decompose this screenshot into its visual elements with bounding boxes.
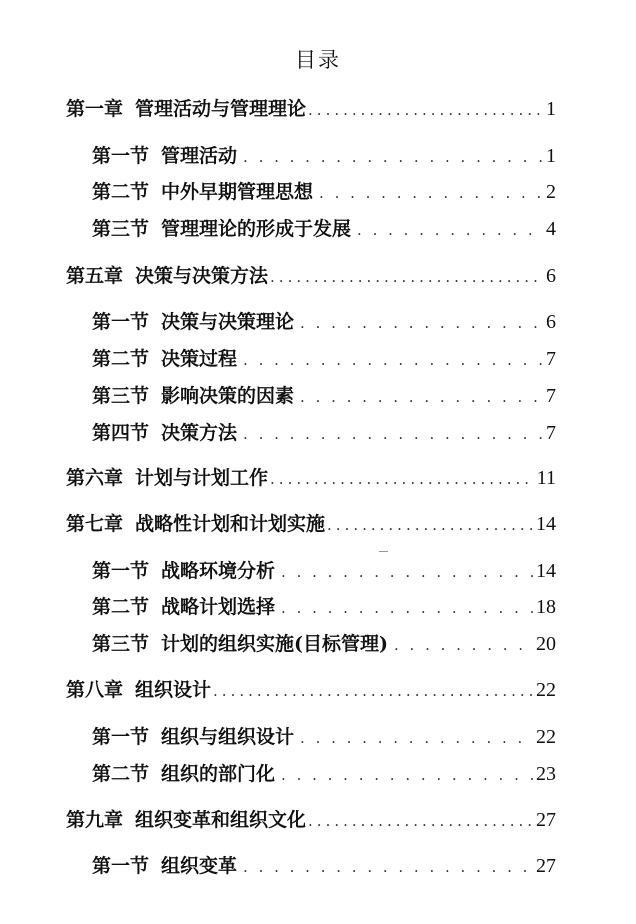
page-number: 6 [546, 265, 556, 287]
leader-dots [270, 264, 543, 290]
toc-entry-chapter[interactable] [66, 511, 556, 537]
leader-dots [300, 310, 543, 336]
toc-entry-section[interactable] [92, 761, 556, 787]
entry-title: 决策与决策方法 [135, 265, 269, 287]
entry-title: 组织变革 [161, 855, 238, 877]
section-number: 第二节 [92, 596, 150, 618]
chapter-number: 第八章 [66, 679, 124, 701]
entry-title: 组织设计 [135, 679, 212, 701]
chapter-number: 第六章 [66, 467, 124, 489]
section-number: 第一节 [92, 560, 150, 582]
toc-entry-chapter[interactable] [66, 677, 556, 703]
entry-title: 中外早期管理思想 [161, 181, 314, 203]
entry-title: 决策过程 [161, 348, 238, 370]
toc-entry-section[interactable] [92, 558, 556, 584]
leader-dots [319, 180, 543, 206]
leader-dots [300, 384, 543, 410]
leader-dots [300, 725, 533, 751]
page-number: 20 [536, 633, 556, 655]
leader-dots [308, 97, 543, 123]
entry-title: 决策与决策理论 [161, 311, 295, 333]
section-number: 第二节 [92, 348, 150, 370]
page-number: 27 [536, 809, 556, 831]
leader-dots [243, 144, 543, 170]
toc-entry-section[interactable] [92, 143, 556, 169]
toc-entry-section[interactable] [92, 309, 556, 335]
entry-title: 计划的组织实施(目标管理) [161, 633, 388, 655]
page-title: 目录 [295, 48, 341, 72]
page-number: 22 [536, 726, 556, 748]
entry-title: 计划与计划工作 [135, 467, 269, 489]
chapter-number: 第五章 [66, 265, 124, 287]
page-number: 7 [546, 385, 556, 407]
entry-title: 组织变革和组织文化 [135, 809, 307, 831]
entry-title: 组织与组织设计 [161, 726, 295, 748]
leader-dots [394, 632, 533, 658]
leader-dots [281, 762, 533, 788]
toc-entry-section[interactable] [92, 631, 556, 657]
leader-dots [357, 217, 543, 243]
chapter-number: 第九章 [66, 809, 124, 831]
section-number: 第三节 [92, 218, 150, 240]
leader-dots [243, 854, 533, 880]
leader-dots [281, 559, 533, 585]
toc-entry-section[interactable] [92, 594, 556, 620]
page-number: 11 [536, 467, 556, 489]
page-number: 7 [546, 422, 556, 444]
scan-mark [379, 551, 388, 552]
section-number: 第四节 [92, 422, 150, 444]
entry-title: 战略性计划和计划实施 [135, 513, 326, 535]
section-number: 第三节 [92, 633, 150, 655]
page-number: 14 [536, 513, 556, 535]
section-number: 第一节 [92, 311, 150, 333]
section-number: 第二节 [92, 763, 150, 785]
leader-dots [327, 512, 533, 538]
page-number: 2 [546, 181, 556, 203]
entry-title: 战略环境分析 [161, 560, 276, 582]
section-number: 第一节 [92, 855, 150, 877]
leader-dots [281, 595, 533, 621]
page-number: 18 [536, 596, 556, 618]
leader-dots [270, 466, 534, 492]
entry-title: 影响决策的因素 [161, 385, 295, 407]
entry-title: 管理活动与管理理论 [135, 98, 307, 120]
page-number: 1 [546, 145, 556, 167]
page-number: 4 [546, 218, 556, 240]
leader-dots [213, 678, 533, 704]
leader-dots [308, 808, 533, 834]
page-number: 23 [536, 763, 556, 785]
toc-entry-chapter[interactable] [66, 465, 556, 491]
entry-title: 组织的部门化 [161, 763, 276, 785]
chapter-number: 第七章 [66, 513, 124, 535]
entry-title: 战略计划选择 [161, 596, 276, 618]
toc-entry-section[interactable] [92, 853, 556, 879]
section-number: 第三节 [92, 385, 150, 407]
toc-entry-chapter[interactable] [66, 807, 556, 833]
toc-entry-chapter[interactable] [66, 96, 556, 122]
toc-entry-section[interactable] [92, 420, 556, 446]
entry-title: 决策方法 [161, 422, 238, 444]
leader-dots [243, 421, 543, 447]
page-number: 14 [536, 560, 556, 582]
entry-title: 管理活动 [161, 145, 238, 167]
page-number: 27 [536, 855, 556, 877]
page-number: 1 [546, 98, 556, 120]
page-number: 7 [546, 348, 556, 370]
section-number: 第一节 [92, 726, 150, 748]
toc-entry-section[interactable] [92, 346, 556, 372]
page-number: 22 [536, 679, 556, 701]
page-number: 6 [546, 311, 556, 333]
toc-entry-section[interactable] [92, 179, 556, 205]
toc-entry-section[interactable] [92, 216, 556, 242]
entry-title: 管理理论的形成于发展 [161, 218, 352, 240]
section-number: 第一节 [92, 145, 150, 167]
toc-entry-section[interactable] [92, 383, 556, 409]
chapter-number: 第一章 [66, 98, 124, 120]
toc-entry-section[interactable] [92, 724, 556, 750]
toc-entry-chapter[interactable] [66, 263, 556, 289]
section-number: 第二节 [92, 181, 150, 203]
leader-dots [243, 347, 543, 373]
